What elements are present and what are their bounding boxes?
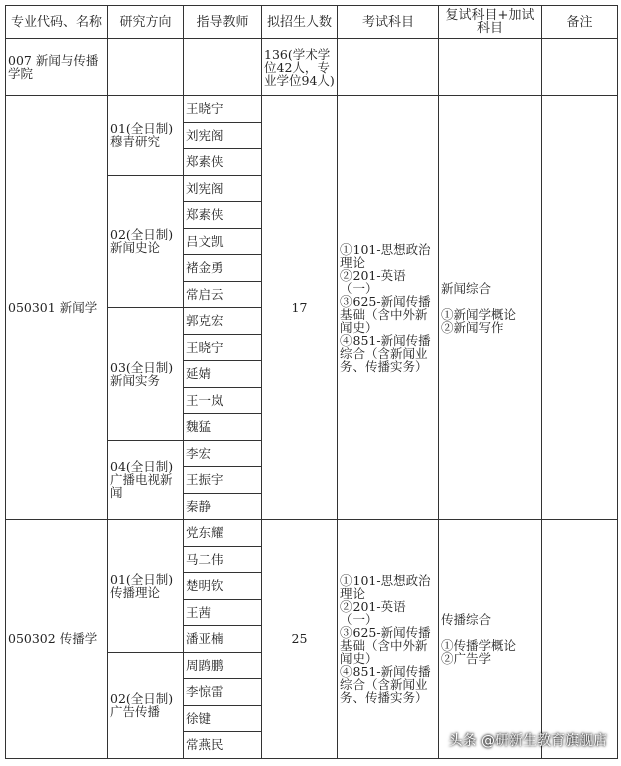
teacher: 周鹍鹏 bbox=[184, 652, 262, 679]
column-header: 研究方向 bbox=[108, 6, 184, 39]
column-header: 拟招生人数 bbox=[262, 6, 338, 39]
school-name: 007 新闻与传播学院 bbox=[6, 39, 108, 96]
research-direction: 04(全日制)广播电视新闻 bbox=[108, 440, 184, 520]
teacher: 王晓宁 bbox=[184, 334, 262, 361]
table-row bbox=[6, 520, 618, 547]
table-row bbox=[6, 96, 618, 123]
exam-subjects bbox=[338, 520, 439, 759]
retest-item: ①传播学概论 bbox=[441, 637, 517, 653]
retest-title: 传播综合 bbox=[441, 611, 492, 627]
teacher: 李宏 bbox=[184, 440, 262, 467]
school-quota: 136(学术学位42人，专业学位94人) bbox=[262, 39, 338, 96]
retest-subjects bbox=[439, 96, 542, 520]
teacher: 潘亚楠 bbox=[184, 626, 262, 653]
exam-subject: ①101-思想政治理论 bbox=[340, 241, 431, 270]
quota: 25 bbox=[262, 520, 338, 759]
admissions-table bbox=[5, 5, 618, 759]
teacher: 刘宪阁 bbox=[184, 122, 262, 149]
major-name: 050302 传播学 bbox=[6, 520, 108, 759]
teacher: 王振宇 bbox=[184, 467, 262, 494]
column-header: 考试科目 bbox=[338, 6, 439, 39]
exam-subject: ③625-新闻传播基础（含中外新闻史） bbox=[340, 624, 431, 666]
remarks bbox=[542, 96, 618, 520]
exam-subject: ②201-英语（一） bbox=[340, 598, 406, 627]
teacher: 刘宪阁 bbox=[184, 175, 262, 202]
teacher: 郑素侠 bbox=[184, 202, 262, 229]
research-direction: 01(全日制)穆青研究 bbox=[108, 96, 184, 176]
exam-subject: ②201-英语（一） bbox=[340, 267, 406, 296]
header-row bbox=[6, 6, 618, 39]
research-direction: 01(全日制)传播理论 bbox=[108, 520, 184, 653]
teacher: 褚金勇 bbox=[184, 255, 262, 282]
teacher: 秦静 bbox=[184, 493, 262, 520]
retest-item: ②广告学 bbox=[441, 650, 492, 666]
teacher: 延婧 bbox=[184, 361, 262, 388]
column-header: 专业代码、名称 bbox=[6, 6, 108, 39]
exam-subject: ④851-新闻传播综合（含新闻业务、传播实务） bbox=[340, 332, 431, 374]
major-name: 050301 新闻学 bbox=[6, 96, 108, 520]
watermark: 头条 @研新生教育旗舰店 bbox=[448, 733, 607, 749]
teacher: 常燕民 bbox=[184, 732, 262, 759]
retest-item: ①新闻学概论 bbox=[441, 306, 517, 322]
teacher: 王一岚 bbox=[184, 387, 262, 414]
teacher: 徐键 bbox=[184, 705, 262, 732]
exam-subjects bbox=[338, 96, 439, 520]
exam-subject: ④851-新闻传播综合（含新闻业务、传播实务） bbox=[340, 663, 431, 705]
research-direction: 02(全日制)新闻史论 bbox=[108, 175, 184, 308]
teacher: 吕文凯 bbox=[184, 228, 262, 255]
column-header: 复试科目+加试科目 bbox=[439, 6, 542, 39]
teacher: 党东耀 bbox=[184, 520, 262, 547]
school-row bbox=[6, 39, 618, 96]
teacher: 王茜 bbox=[184, 599, 262, 626]
teacher: 楚明钦 bbox=[184, 573, 262, 600]
research-direction: 02(全日制)广告传播 bbox=[108, 652, 184, 758]
exam-subject: ①101-思想政治理论 bbox=[340, 572, 431, 601]
teacher: 郑素侠 bbox=[184, 149, 262, 176]
quota: 17 bbox=[262, 96, 338, 520]
teacher: 常启云 bbox=[184, 281, 262, 308]
teacher: 郭克宏 bbox=[184, 308, 262, 335]
column-header: 指导教师 bbox=[184, 6, 262, 39]
retest-subjects bbox=[439, 520, 542, 759]
teacher: 王晓宁 bbox=[184, 96, 262, 123]
retest-item: ②新闻写作 bbox=[441, 319, 504, 335]
column-header: 备注 bbox=[542, 6, 618, 39]
teacher: 魏猛 bbox=[184, 414, 262, 441]
remarks bbox=[542, 520, 618, 759]
exam-subject: ③625-新闻传播基础（含中外新闻史） bbox=[340, 293, 431, 335]
teacher: 李惊雷 bbox=[184, 679, 262, 706]
research-direction: 03(全日制)新闻实务 bbox=[108, 308, 184, 441]
retest-title: 新闻综合 bbox=[441, 280, 492, 296]
teacher: 马二伟 bbox=[184, 546, 262, 573]
